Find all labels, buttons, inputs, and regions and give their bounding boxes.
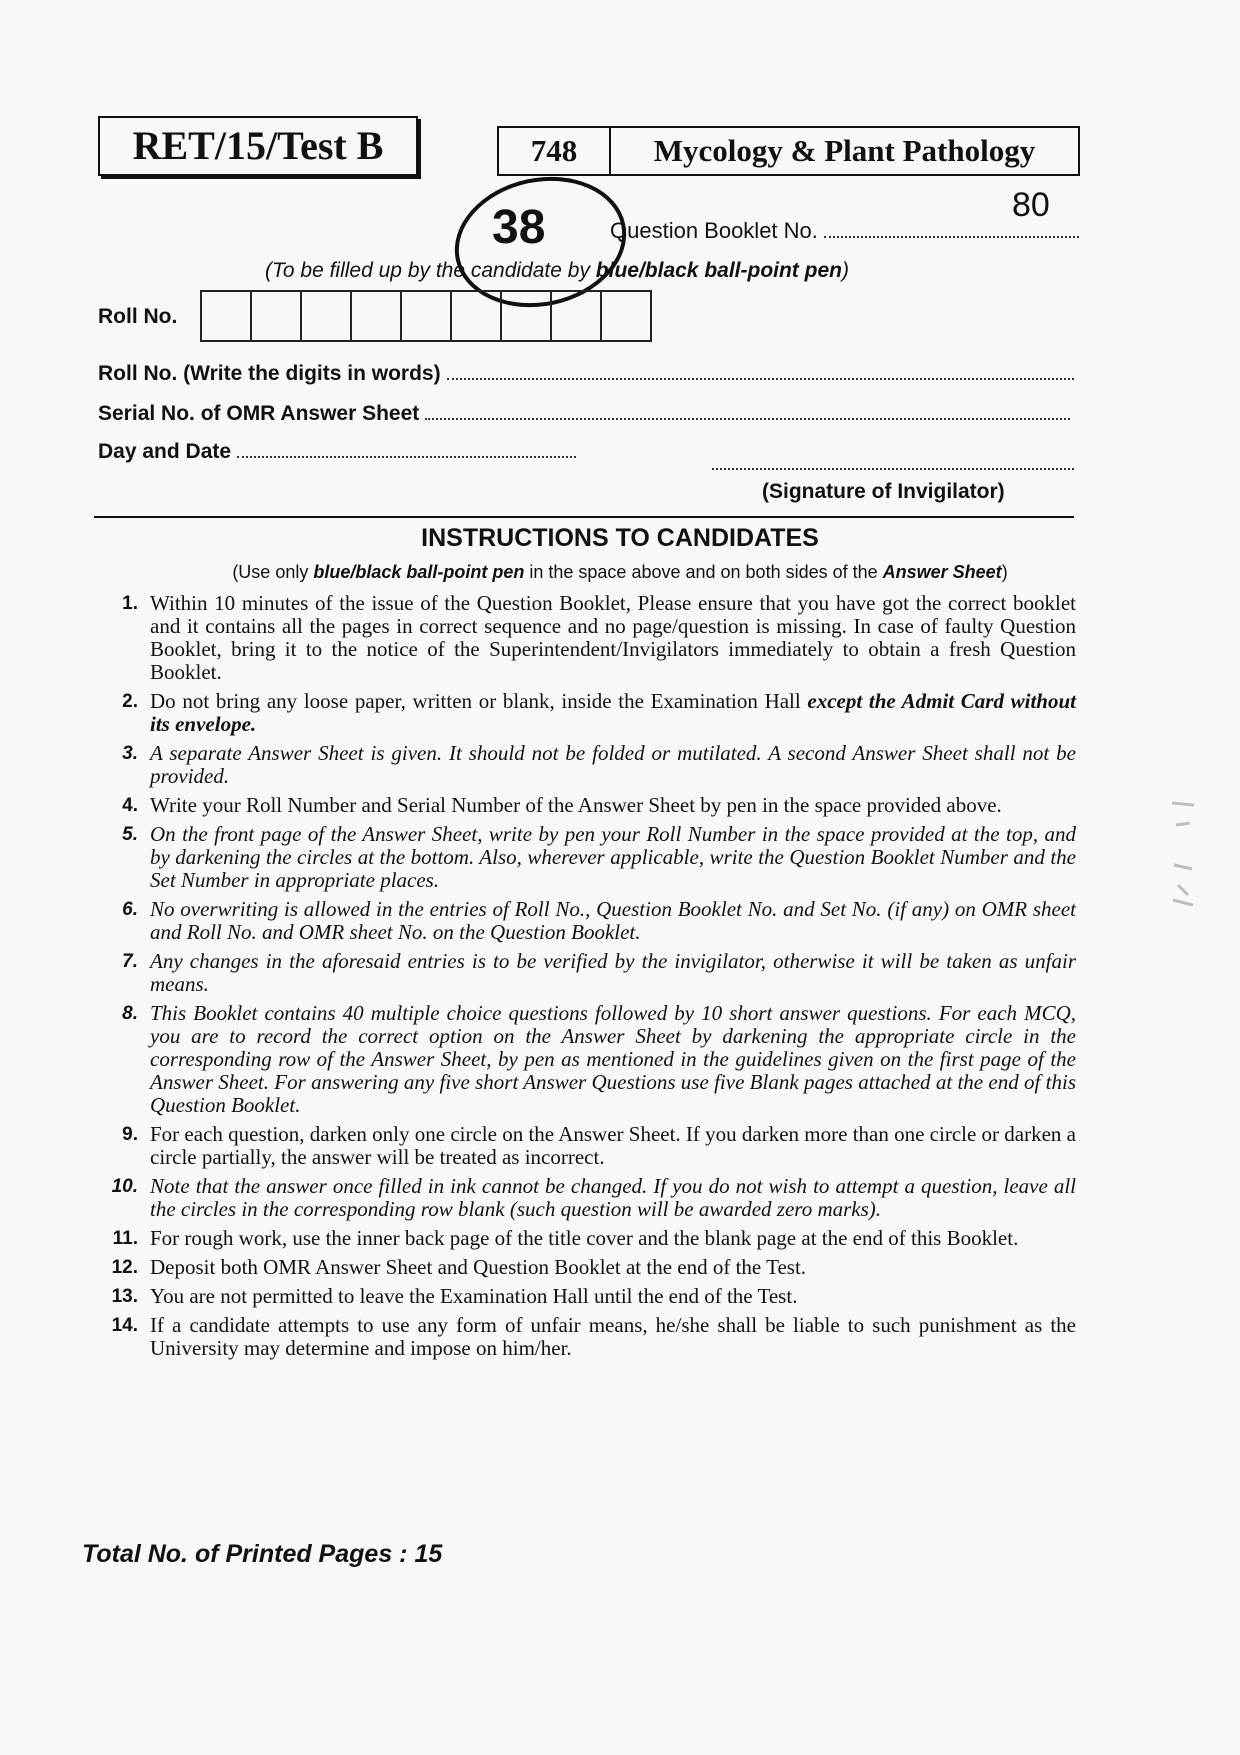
roll-box[interactable] [200, 290, 252, 342]
circled-number: 38 [492, 201, 546, 254]
roll-box[interactable] [350, 290, 402, 342]
instruction-item [96, 794, 1076, 817]
roll-box[interactable] [300, 290, 352, 342]
roll-box[interactable] [450, 290, 502, 342]
item-number: 14. [111, 1315, 138, 1336]
item-text: On the front page of the Answer Sheet, write by pen your Roll Number in the space provided at the top, and by darkening the circles at the bottom. Also, wherever applicable, write the Question Booklet Number and the Set Number in appropriate places. [150, 822, 1076, 892]
total-pages-label: Total No. of Printed Pages : [82, 1540, 415, 1568]
item-number: 8. [122, 1003, 138, 1024]
fill-note [265, 259, 849, 283]
instruction-item [96, 1175, 1076, 1221]
instruction-item [96, 898, 1076, 944]
item-text: For rough work, use the inner back page of the title cover and the blank page at the end of this Booklet. [150, 1226, 1019, 1250]
instruction-item [96, 1227, 1076, 1250]
roll-box[interactable] [400, 290, 452, 342]
item-text-wrap [150, 690, 1076, 736]
day-date-dots[interactable] [237, 455, 576, 458]
subject-name: Mycology & Plant Pathology [653, 133, 1036, 168]
fill-note-pre: (To be filled up by the candidate by [265, 259, 596, 282]
instruction-item [96, 950, 1076, 996]
item-text: Any changes in the aforesaid entries is to be verified by the invigilator, otherwise it will be taken as unfair means. [150, 949, 1076, 996]
question-booklet-dots [824, 236, 1079, 238]
instruction-item [96, 1256, 1076, 1279]
roll-box[interactable] [550, 290, 602, 342]
instructions-subtitle [0, 562, 1240, 583]
instruction-item [96, 742, 1076, 788]
instruction-item [96, 1285, 1076, 1308]
item-text: This Booklet contains 40 multiple choice questions followed by 10 short answer questions. For each MCQ, you are to record the correct option on the Answer Sheet by darkening the appropriate circle in the corresponding row of the Answer Sheet, by pen as mentioned in the guidelines given on the first page of the Answer Sheet. For answering any five short Answer Questions use five Blank pages attached at the end of this Question Booklet. [150, 1001, 1076, 1117]
subtitle-bold: blue/black ball-point pen [313, 562, 525, 582]
item-text: Note that the answer once filled in ink cannot be changed. If you do not wish to attempt a question, leave all the circles in the corresponding row blank (such question will be awarded zero marks). [150, 1174, 1076, 1221]
divider [94, 516, 1074, 518]
subtitle-mid: in the space above and on both sides of the [524, 562, 883, 582]
item-text: If a candidate attempts to use any form of unfair means, he/she shall be liable to such punishment as the University may determine and impose on him/her. [150, 1313, 1076, 1360]
question-booklet-label-row [610, 218, 1079, 244]
question-booklet-label: Question Booklet No. [610, 218, 818, 243]
roll-no-label: Roll No. [98, 305, 178, 328]
roll-box[interactable] [500, 290, 552, 342]
roll-words-label: Roll No. (Write the digits in words) [98, 362, 441, 385]
booklet-number: 80 [1012, 186, 1050, 224]
item-number: 6. [122, 899, 138, 920]
item-number: 13. [111, 1286, 138, 1307]
item-text: Deposit both OMR Answer Sheet and Question Booklet at the end of the Test. [150, 1255, 807, 1279]
roll-box[interactable] [600, 290, 652, 342]
instruction-item [96, 1123, 1076, 1169]
subject-code: 748 [499, 128, 611, 174]
item-text: Do not bring any loose paper, written or blank, inside the Examination Hall [150, 689, 808, 713]
total-pages-value: 15 [414, 1540, 443, 1568]
total-pages [82, 1540, 442, 1569]
instruction-item [96, 1314, 1076, 1360]
omr-serial-row [98, 402, 1070, 426]
omr-serial-label: Serial No. of OMR Answer Sheet [98, 402, 420, 425]
signature-dots[interactable] [712, 468, 1074, 470]
roll-words-row [98, 362, 1074, 386]
instructions-title: INSTRUCTIONS TO CANDIDATES [421, 524, 819, 552]
subtitle-bold2: Answer Sheet [882, 562, 1002, 582]
instruction-item [96, 823, 1076, 892]
instruction-item [96, 690, 1076, 736]
item-number: 11. [112, 1228, 138, 1249]
fill-note-post: ) [841, 259, 849, 282]
item-number: 10. [111, 1176, 138, 1197]
subject-box [497, 126, 1080, 176]
item-emphasis: except the Admit Card without its envelope. [150, 689, 1076, 736]
instruction-item [96, 592, 1076, 684]
item-number: 12. [111, 1257, 138, 1278]
item-number: 1. [122, 593, 138, 614]
item-text: For each question, darken only one circle on the Answer Sheet. If you darken more than one circle or darken a circle partially, the answer will be treated as incorrect. [150, 1122, 1076, 1169]
item-text: Within 10 minutes of the issue of the Question Booklet, Please ensure that you have got the correct booklet and it contains all the pages in correct sequence and no page/question is missing. In case of faulty Question Booklet, bring it to the notice of the Superintendent/Invigilators immediately to obtain a fresh Question Booklet. [150, 591, 1076, 684]
item-text: A separate Answer Sheet is given. It should not be folded or mutilated. A second Answer Sheet shall not be provided. [150, 741, 1076, 788]
subtitle-pre: (Use only [232, 562, 314, 582]
item-text: Write your Roll Number and Serial Number of the Answer Sheet by pen in the space provided above. [150, 793, 1002, 817]
roll-words-dots[interactable] [447, 377, 1074, 380]
roll-no-boxes[interactable] [200, 290, 650, 342]
item-number: 7. [122, 951, 138, 972]
item-number: 5. [122, 824, 138, 845]
fill-note-bold: blue/black ball-point pen [595, 259, 842, 282]
instructions-list [96, 592, 1076, 1366]
item-text: You are not permitted to leave the Examination Hall until the end of the Test. [150, 1284, 798, 1308]
item-number: 4. [122, 795, 138, 816]
day-date-label: Day and Date [98, 440, 232, 463]
exam-code-box: RET/15/Test B [98, 116, 418, 176]
subtitle-post: ) [1001, 562, 1008, 582]
item-number: 9. [122, 1124, 138, 1145]
day-date-row [98, 440, 576, 464]
roll-box[interactable] [250, 290, 302, 342]
signature-label: (Signature of Invigilator) [762, 480, 1005, 503]
instruction-item [96, 1002, 1076, 1117]
item-number: 3. [122, 743, 138, 764]
scan-smudge [1168, 795, 1198, 915]
omr-serial-dots[interactable] [425, 417, 1070, 420]
item-number: 2. [122, 691, 138, 712]
item-text: No overwriting is allowed in the entries of Roll No., Question Booklet No. and Set No. (if any) on OMR sheet and Roll No. and OMR sheet No. on the Question Booklet. [150, 897, 1076, 944]
